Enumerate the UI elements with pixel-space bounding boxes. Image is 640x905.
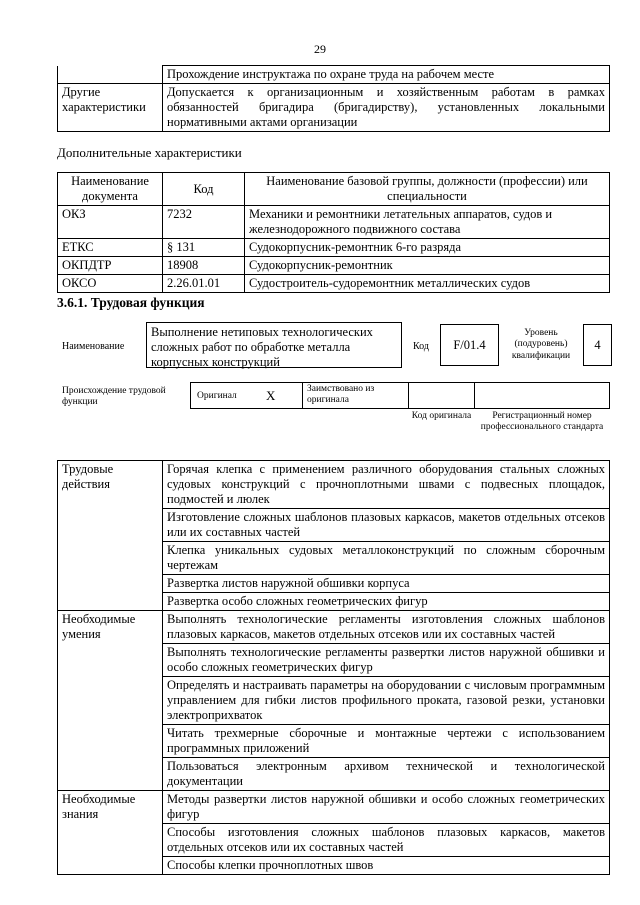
qualification-level-label: Уровень (подуровень) квалификации xyxy=(511,328,571,361)
table-cell: Судокорпусник-ремонтник xyxy=(245,257,610,275)
table-cell xyxy=(58,66,163,84)
page-number: 29 xyxy=(314,42,326,56)
required-knowledge-label: Необходимые знания xyxy=(58,791,163,875)
table-cell: Методы развертки листов наружной обшивки и особо сложных геометрических фигур xyxy=(163,791,610,824)
section-title: 3.6.1. Трудовая функция xyxy=(57,295,205,310)
table-cell: Горячая клепка с применением различного оборудования стальных сложных судовых конструкций с прочноплотными швами с подвесных площадок, подмостей и люлек xyxy=(163,461,610,509)
original-cell xyxy=(190,382,303,409)
table-row xyxy=(58,461,610,509)
table-cell: ОКСО xyxy=(58,275,163,293)
code-original-cell xyxy=(408,382,475,409)
labor-actions-label: Трудовые действия xyxy=(58,461,163,611)
table-row xyxy=(58,239,610,257)
table-cell: 18908 xyxy=(163,257,245,275)
table-row xyxy=(58,206,610,239)
function-details-table xyxy=(57,460,610,875)
table-cell: Изготовление сложных шаблонов плазовых каркасов, макетов отдельных отсеков или их составных частей xyxy=(163,509,610,542)
header-group-name: Наименование базовой группы, должности (профессии) или специальности xyxy=(245,173,610,206)
function-name-box xyxy=(146,322,402,368)
code-original-label: Код оригинала xyxy=(411,411,472,421)
required-skills-label: Необходимые умения xyxy=(58,611,163,791)
header-document: Наименование документа xyxy=(58,173,163,206)
table-cell: Способы изготовления сложных шаблонов плазовых каркасов, макетов отдельных отсеков или их составных частей xyxy=(163,824,610,857)
code-label: Код xyxy=(413,341,429,352)
table-cell: 2.26.01.01 xyxy=(163,275,245,293)
level-value: 4 xyxy=(594,337,601,352)
table-cell: 7232 xyxy=(163,206,245,239)
table-cell: ОКЗ xyxy=(58,206,163,239)
table-row xyxy=(58,611,610,644)
reg-number-label: Регистрационный номер профессионального стандарта xyxy=(480,411,604,433)
table-cell: Развертка особо сложных геометрических фигур xyxy=(163,593,610,611)
level-box xyxy=(583,324,612,366)
reg-number-cell xyxy=(474,382,610,409)
table-cell: § 131 xyxy=(163,239,245,257)
table-cell: Развертка листов наружной обшивки корпуса xyxy=(163,575,610,593)
other-characteristics-label: Другие характеристики xyxy=(58,84,163,132)
table-cell: Выполнять технологические регламенты изготовления сложных шаблонов плазовых каркасов, макетов отдельных отсеков или их составных частей xyxy=(163,611,610,644)
top-characteristics-table xyxy=(57,65,610,132)
table-header-row xyxy=(58,173,610,206)
table-row xyxy=(58,791,610,824)
table-cell: ОКПДТР xyxy=(58,257,163,275)
table-cell: Прохождение инструктажа по охране труда на рабочем месте xyxy=(163,66,610,84)
table-cell: Способы клепки прочноплотных швов xyxy=(163,857,610,875)
additional-characteristics-heading: Дополнительные характеристики xyxy=(57,145,242,160)
additional-characteristics-table xyxy=(57,172,610,293)
table-cell: Пользоваться электронным архивом технической и технологической документации xyxy=(163,758,610,791)
code-value: F/01.4 xyxy=(453,337,486,352)
table-row xyxy=(58,66,610,84)
other-characteristics-value: Допускается к организационным и хозяйственным работам в рамках обязанностей бригадира (бригадирству), установленных локальными нормативными актами организации xyxy=(163,84,610,132)
original-label: Оригинал xyxy=(197,391,237,401)
table-cell: ЕТКС xyxy=(58,239,163,257)
table-cell: Клепка уникальных судовых металлоконструкций по сложным сборочным чертежам xyxy=(163,542,610,575)
table-row xyxy=(58,257,610,275)
code-box xyxy=(440,324,499,366)
table-row xyxy=(58,275,610,293)
table-cell: Судокорпусник-ремонтник 6-го разряда xyxy=(245,239,610,257)
name-label: Наименование xyxy=(62,341,125,352)
function-name-value: Выполнение нетиповых технологических сложных работ по обработке металла корпусных конструкций xyxy=(151,325,373,369)
table-cell: Механики и ремонтники летательных аппаратов, судов и железнодорожного подвижного состава xyxy=(245,206,610,239)
borrowed-cell xyxy=(302,382,409,409)
borrowed-label: Заимствовано из оригинала xyxy=(307,384,375,406)
table-row xyxy=(58,84,610,132)
table-cell: Судостроитель-судоремонтник металлических судов xyxy=(245,275,610,293)
origin-label: Происхождение трудовой функции xyxy=(62,386,166,408)
table-cell: Выполнять технологические регламенты развертки листов наружной обшивки и особо сложных геометрических фигур xyxy=(163,644,610,677)
table-cell: Читать трехмерные сборочные и монтажные чертежи с использованием программных приложений xyxy=(163,725,610,758)
original-mark: X xyxy=(266,388,276,403)
header-code: Код xyxy=(163,173,245,206)
table-cell: Определять и настраивать параметры на оборудовании с числовым программным управлением для гибки листов профильного проката, газовой резки, установки электроприхваток xyxy=(163,677,610,725)
